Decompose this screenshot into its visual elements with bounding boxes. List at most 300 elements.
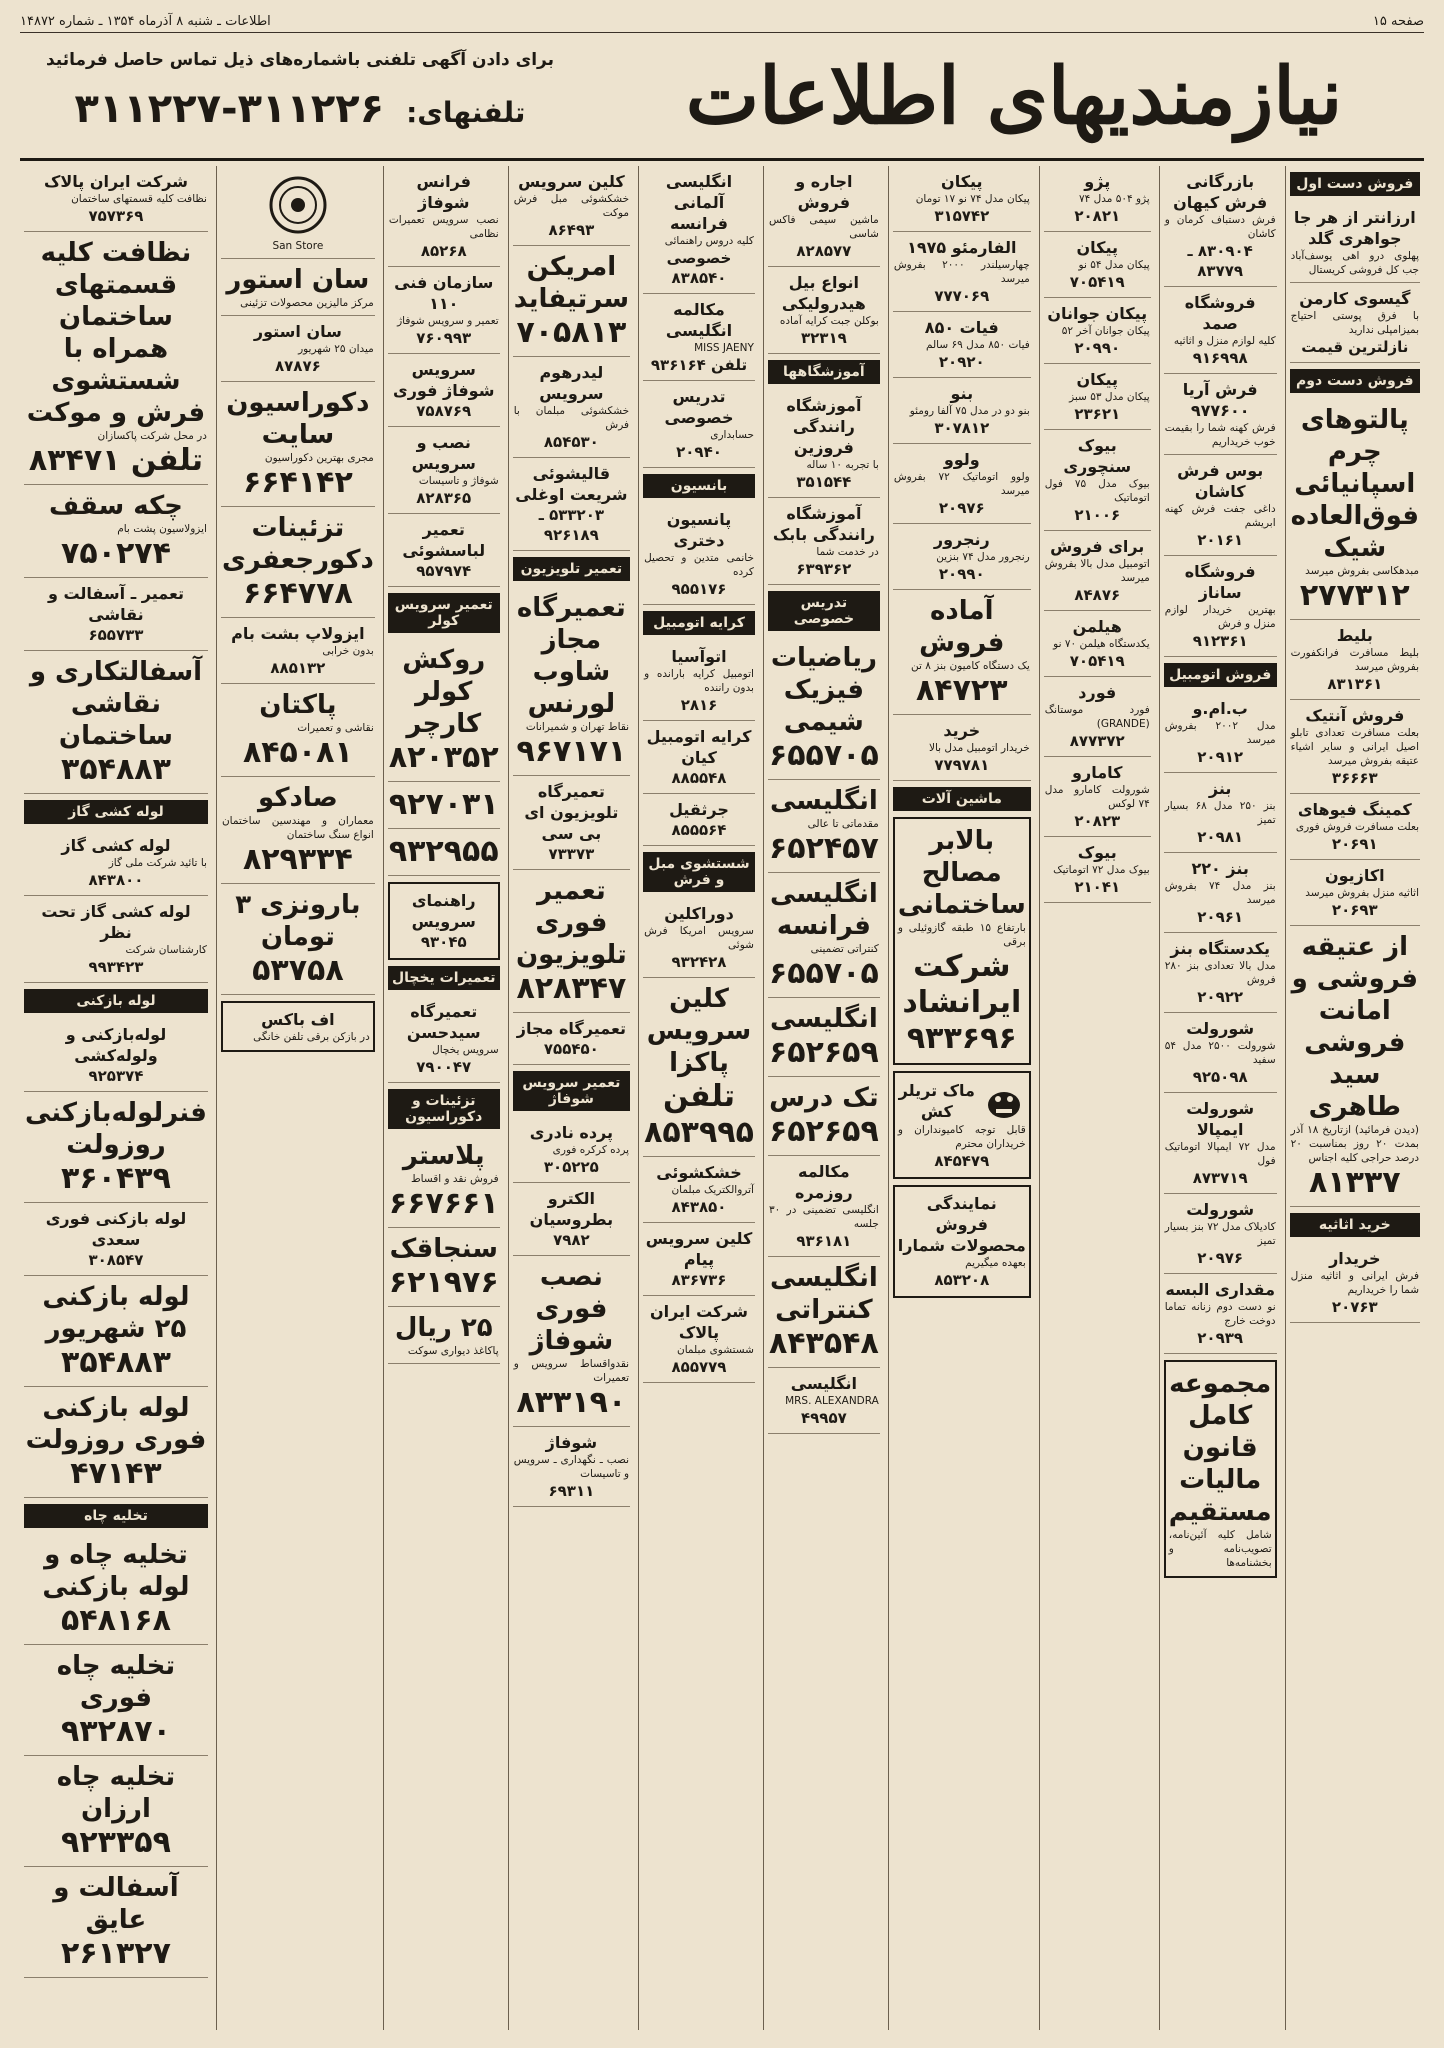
classified-ad <box>221 507 375 618</box>
classified-ad <box>221 382 375 507</box>
ad-title: مکالمه انگلیسی <box>665 300 733 340</box>
ad-phone: ۳۵۱۵۴۴ <box>796 473 852 491</box>
ad-phone: ۸۴۸۷۶ <box>1074 586 1121 604</box>
classified-ad <box>24 896 208 983</box>
ad-text: کلیه دروس راهنمائی <box>664 235 754 247</box>
classified-ad <box>893 378 1031 444</box>
ad-phone: ۲۰۸۲۱ <box>1074 207 1121 225</box>
ad-title: تعمیر ـ آسفالت و نقاشی <box>47 584 184 624</box>
ad-text: مبدهکاسی بفروش میرسد <box>1305 565 1419 577</box>
classified-column <box>383 166 504 2030</box>
ad-phone: ۲۰۱۶۱ <box>1197 531 1244 549</box>
ad-title: تعمیرگاه سیدحسن <box>406 1002 481 1042</box>
ad-phone: ۲۳۶۲۱ <box>1074 405 1121 423</box>
ad-title: آسفالتکاری و نقاشی ساختمان <box>29 657 203 751</box>
ad-title: انگلیسی <box>790 1374 858 1393</box>
ad-title: فنرلوله‌بازکنی روزولت <box>25 1098 207 1160</box>
phones-label: تلفنهای: <box>406 96 526 129</box>
ad-phone: خصوصی ۸۳۸۵۴۰ <box>666 249 732 287</box>
ad-text: بعلت مسافرت فروش فوری <box>1295 821 1419 833</box>
ad-title: رنجرور <box>933 530 990 549</box>
ad-title: مکالمه روزمره <box>795 1162 853 1202</box>
classified-ad <box>513 357 630 458</box>
ad-phone: ۲۰۹۱۲ <box>1197 748 1244 766</box>
ad-text: یک دستگاه کامیون بنز ۸ تن <box>911 660 1030 672</box>
ad-title: شرکت ایران پالاک <box>43 172 188 191</box>
classified-ad <box>24 232 208 485</box>
ad-text: خریدار اتومبیل مدل بالا <box>928 742 1030 754</box>
ad-phone: ۸۴۵۰۸۱ <box>242 735 353 770</box>
ad-title: صادکو <box>258 783 338 813</box>
classified-ad <box>1164 933 1277 1013</box>
ad-text: با فرق پوستی احتیاج بمیزامپلی ندارید <box>1290 310 1419 336</box>
classified-ad <box>513 458 630 551</box>
classified-ad <box>221 777 375 884</box>
classified-ad <box>1164 1194 1277 1274</box>
ad-title: پانسیون دختری <box>666 510 732 550</box>
ad-phone: ۳۵۴۸۸۳ <box>61 1345 171 1380</box>
section-header: لوله بازکنی <box>24 989 208 1013</box>
ad-text: پاکاغذ دیواری سوکت <box>407 1345 499 1357</box>
ad-phone: ۲۰۹۴۰ <box>676 443 722 461</box>
newspaper-section-title: نیازمندیهای اطلاعات <box>685 51 1343 142</box>
ad-text: فرش دستباف کرمان و کاشان <box>1164 214 1276 240</box>
ad-text: میدان ۲۵ شهریور <box>298 343 374 355</box>
ad-text: نصب سرویس تعمیرات نظامی <box>388 214 499 240</box>
classified-ad <box>1044 611 1151 677</box>
ad-phone: ۹۳۲۴۲۸ <box>671 953 727 971</box>
classified-column <box>763 166 884 2030</box>
ad-phone: ۸۴۳۵۴۸ <box>768 1326 879 1361</box>
ad-title: سازمان فنی ۱۱۰ <box>394 273 494 313</box>
classified-ad <box>768 998 880 1077</box>
ad-title: لوله‌بازکنی و ولوله‌کشی <box>65 1025 167 1065</box>
ad-title: لوله بازکنی فوری روزولت <box>25 1393 207 1455</box>
classified-ad <box>24 166 208 232</box>
ad-text: مرکز مالیزین محصولات تزئینی <box>240 297 374 309</box>
classified-ad <box>24 1534 208 1645</box>
ad-phone: ۲۸۱۶ <box>680 696 718 714</box>
ad-phone: ۸۲۸۵۷۷ <box>796 242 852 260</box>
classified-ad <box>768 1077 880 1156</box>
ad-title: سنجاقک <box>389 1234 498 1264</box>
tax-law-book-ad <box>1164 1360 1277 1578</box>
ad-text: خانمی متدین و تحصیل کرده <box>644 552 754 578</box>
classified-ad <box>768 1156 880 1257</box>
classified-ad <box>1290 794 1420 860</box>
ad-phone: ۹۵۵۱۷۶ <box>671 580 727 598</box>
ad-phone: ۷۰۵۸۱۳ <box>516 315 627 350</box>
ad-text: اتومبیل کرایه بارانده و بدون راننده <box>644 668 754 694</box>
ad-title: ب.ام.و <box>1192 699 1248 718</box>
ad-phone: تلفن ۸۵۳۹۹۵ <box>644 1079 754 1150</box>
classified-ad <box>221 884 375 995</box>
classified-ad <box>643 504 755 605</box>
ad-phone: ۲۰۷۶۳ <box>1331 1298 1378 1316</box>
classified-ad <box>893 590 1031 715</box>
ad-title: سان استور <box>226 265 370 295</box>
ad-phone: ۹۲۳۳۵۹ <box>61 1825 171 1860</box>
ad-phone: ۶۵۵۷۰۵ <box>768 956 879 991</box>
ad-text: نقاط تهران و شمیرانات <box>525 721 630 733</box>
ad-title: تعمیر فوری تلویزیون <box>515 876 627 970</box>
ad-phone: ۹۳۲۸۷۰ <box>61 1714 171 1749</box>
ad-text: بلیط مسافرت فرانکفورت بفروش میرسد <box>1290 647 1419 673</box>
ad-title: تخلیه چاه و لوله بازکنی <box>42 1540 190 1602</box>
ad-phone: ۷۹۸۲ <box>553 1231 590 1249</box>
classified-ad <box>1164 853 1277 933</box>
ad-text: بعلت مسافرت تعدادی تابلو اصیل ایرانی و سایر اشیاء عتیقه بفروش میرسد <box>1290 727 1419 767</box>
ad-phone: ۶۶۷۶۶۱ <box>388 1186 499 1221</box>
classified-ad <box>513 1256 630 1427</box>
classified-ad <box>1044 677 1151 757</box>
classified-ad <box>513 776 630 870</box>
ad-title: انگلیسی فرانسه <box>769 879 878 941</box>
ad-text: بنز مدل ۷۴ بفروش میرسد <box>1164 880 1276 906</box>
ad-title: آموزشگاه رانندگی فروزین <box>786 396 862 457</box>
ad-title: نمایندگی فروش محصولات شمارا <box>897 1194 1026 1255</box>
ad-phone: ۸۲۹۳۳۴ <box>242 842 353 877</box>
ad-text: مدل ۷۲ ایمپالا اتوماتیک فول <box>1164 1141 1276 1167</box>
ad-title: لوله بازکنی ۲۵ شهریور <box>42 1282 190 1344</box>
classified-columns <box>20 166 1424 2030</box>
ad-text: در محل شرکت پاکسازان <box>97 430 207 442</box>
ad-title: فورد <box>1078 683 1117 702</box>
ad-title: دوراکلین <box>664 904 734 923</box>
classified-ad <box>893 524 1031 590</box>
ad-phone: ۹۲۷۰۳۱ <box>388 787 499 822</box>
classified-ad <box>24 485 208 578</box>
ad-title: شرکت ایران پالاک <box>649 1302 749 1342</box>
ad-text: پیکان مدل ۵۳ سبز <box>1069 391 1150 403</box>
ad-title: بنو <box>950 384 974 403</box>
ad-text: آتروالکتریک مبلمان <box>671 1184 754 1196</box>
ad-text: پرده کرکره فوری <box>552 1144 630 1156</box>
section-header: لوله کشی گاز <box>24 800 208 824</box>
classified-ad <box>388 354 500 427</box>
ad-text: نو دست دوم زنانه تماما دوخت خارج <box>1164 1301 1276 1327</box>
ad-title: ۲۵ ریال <box>394 1313 493 1343</box>
ad-title: آسفالت و عایق <box>53 1873 179 1935</box>
ad-title: تعمیرگاه مجاز <box>516 1019 626 1038</box>
ad-text: کارشناسان شرکت <box>125 944 207 956</box>
ad-text: پیکان مدل ۵۴ نو <box>1078 259 1150 271</box>
classified-ad <box>388 639 500 782</box>
ad-text: فرش ایرانی و اثاثیه منزل شما را خریداریم <box>1290 1270 1419 1296</box>
ad-text: بنز ۲۵۰ مدل ۶۸ بسیار تمیز <box>1164 800 1276 826</box>
ad-title: کلین سرویس پیام <box>645 1229 753 1269</box>
ad-title: پیکان <box>1076 370 1118 389</box>
ad-phone: ۸۴۳۸۰۰ <box>88 871 144 889</box>
san-store-logo-icon <box>268 175 328 235</box>
ad-text: انگلیسی تضمینی در ۳۰ جلسه <box>768 1204 879 1230</box>
ad-phone: ۶۹۳۱۱ <box>548 1482 595 1500</box>
classified-ad <box>513 1183 630 1256</box>
ad-phone: ۵۴۸۱۶۸ <box>61 1603 171 1638</box>
ad-title: پرده نادری <box>529 1123 614 1142</box>
classified-ad <box>1164 556 1277 657</box>
ad-text: خشکشوئی مبل فرش موکت <box>513 193 630 219</box>
classified-ad <box>1290 926 1420 1207</box>
ad-phone: ۲۰۸۲۳ <box>1074 812 1121 830</box>
ad-title: انگلیسی آلمانی فرانسه <box>665 172 733 233</box>
ad-phone: ۷۷۷۰۶۹ <box>934 287 990 305</box>
contact-note: برای دادن آگهی تلفنی باشماره‌های ذیل تماس حاصل فرمائید <box>45 50 555 70</box>
ad-title: از عتیقه فروشی و امانت فروشی سید طاهری <box>1291 932 1419 1122</box>
ad-title: گیسوی کارمن <box>1299 289 1411 308</box>
page-number: صفحه ۱۵ <box>1372 13 1424 29</box>
ad-text: بهترین خریدار لوازم منزل و فرش <box>1164 604 1276 630</box>
ad-title: کلین سرویس <box>518 172 625 191</box>
ad-text: مدل بالا تعدادی بنز ۲۸۰ فروش <box>1164 960 1276 986</box>
ad-phone: ۸۷۸۷۶ <box>274 357 321 375</box>
ad-title: تزئینات دکورجعفری <box>221 513 374 575</box>
ad-title: ریاضیات فیزیک شیمی <box>770 643 877 737</box>
ad-text: MISS JAENY <box>694 342 754 354</box>
classified-column <box>888 166 1035 2030</box>
ad-phone: ۸۲۰۳۵۲ <box>388 740 499 775</box>
ad-text: با تائید شرکت ملی گاز <box>108 857 207 869</box>
classified-ad <box>513 246 630 357</box>
classified-ad <box>513 1013 630 1065</box>
ad-title: روکش کولر کارچر <box>402 645 486 739</box>
classified-ad <box>768 1257 880 1368</box>
ad-text: (دیدن فرمائید) ازتاریخ ۱۸ آذر بمدت ۲۰ روز بمناسبت ۲۰ درصد حراجی کلیه اجناس <box>1290 1124 1419 1164</box>
ad-phone: نازلترین قیمت <box>1301 338 1409 356</box>
classified-ad <box>388 1135 500 1228</box>
ad-text: ایزولاسیون پشت بام <box>117 523 207 535</box>
section-header: تعمیر سرویس کولر <box>388 593 500 633</box>
ad-text: بیوک مدل ۷۲ اتوماتیک <box>1053 864 1150 876</box>
ad-title: ولوو <box>943 450 980 469</box>
classified-ad <box>768 498 880 585</box>
ad-phone: ۸۷۳۷۱۹ <box>1192 1169 1248 1187</box>
classified-ad <box>221 316 375 382</box>
ad-text: فورد موستانگ (GRANDE) <box>1044 704 1150 730</box>
ad-text: MRS. ALEXANDRA <box>785 1395 879 1407</box>
classified-column <box>1039 166 1155 2030</box>
ad-phone: ۷۵۰۲۷۴ <box>61 536 171 571</box>
ad-text: ولوو اتوماتیک ۷۲ بفروش میرسد <box>893 471 1030 497</box>
ad-phone: ۴۷۱۴۳ <box>70 1456 162 1491</box>
classified-ad <box>768 267 880 354</box>
ad-phone: ۳۵۴۸۸۳ <box>61 752 171 787</box>
ad-phone: ۸۳۳۱۹۰ <box>516 1385 627 1420</box>
ad-phone: ۲۷۷۳۱۲ <box>1299 578 1410 613</box>
ad-text: بدون خرابی <box>322 645 374 657</box>
ad-phone: ۸۸۵۱۳۲ <box>270 659 326 677</box>
ad-phone: ۵۳۷۵۸ <box>252 953 344 988</box>
section-header: کرایه اتومبیل <box>643 611 755 635</box>
ad-phone: ۸۳۰۹۰۴ ـ ۸۳۷۷۹ <box>1187 242 1253 280</box>
ad-phone: ۸۱۳۳۷ <box>1309 1165 1401 1200</box>
ad-title: انواع بیل هیدرولیکی <box>781 273 866 313</box>
ad-title: نصب فوری شوفاژ <box>529 1262 614 1356</box>
ad-title: تخلیه چاه ارزان <box>56 1762 176 1824</box>
ad-text: پیکان مدل ۷۴ نو ۱۷ تومان <box>915 193 1030 205</box>
ad-phone: ۶۵۵۷۰۵ <box>768 738 879 773</box>
ad-title: بارونزی ۳ تومان <box>235 890 361 952</box>
ad-text: پهلوی درو اهی یوسف‌آباد جب کل فروشی کریستال <box>1290 250 1419 276</box>
ad-text: کادیلاک مدل ۷۲ بنز بسیار تمیز <box>1164 1221 1276 1247</box>
ad-text: یکدستگاه هیلمن ۷۰ نو <box>1053 638 1150 650</box>
ad-title: بوس فرش کاشان <box>1177 461 1264 501</box>
classified-ad <box>221 259 375 316</box>
ad-phone: ۶۵۲۶۵۹ <box>768 1114 879 1149</box>
phones-number: ۳۱۱۲۲۶-۳۱۱۲۲۷ <box>74 86 385 132</box>
ad-title: تک درس <box>769 1083 879 1113</box>
ad-title: تعمیرگاه تلویزیون ای بی سی <box>524 782 619 843</box>
ad-text: سرویس امریکا فرش شوئی <box>644 925 754 951</box>
ad-text: حسابداری <box>710 429 754 441</box>
ad-title: اف باکس <box>261 1010 335 1029</box>
ad-title: بیوک سنچوری <box>1063 436 1132 476</box>
classified-ad <box>893 444 1031 524</box>
ad-text: فروش نقد و اقساط <box>410 1173 499 1185</box>
classified-ad <box>893 715 1031 781</box>
ad-phone: ۶۶۴۷۷۸ <box>242 576 353 611</box>
ad-title: فروش آنتیک <box>1305 706 1405 725</box>
section-header: فروش دست اول <box>1290 172 1420 196</box>
ad-phone: ۷۷۹۷۸۱ <box>934 756 990 774</box>
ad-text: فرش کهنه شما را بقیمت خوب خریداریم <box>1164 422 1276 448</box>
ad-phone: ۹۲۵۰۹۸ <box>1192 1068 1248 1086</box>
classified-ad <box>513 1117 630 1183</box>
classified-ad <box>768 166 880 267</box>
ad-title: تخلیه چاه فوری <box>56 1651 176 1713</box>
ad-phone: ۲۰۹۹۰ <box>938 565 985 583</box>
ad-phone: ۲۱۰۰۶ <box>1074 506 1121 524</box>
ad-phone: ۸۸۵۵۴۸ <box>671 769 727 787</box>
classified-ad <box>1290 620 1420 700</box>
classified-ad <box>893 817 1031 1065</box>
contact-box <box>20 46 580 154</box>
ad-title: بیوک <box>1077 843 1117 862</box>
ad-text: مدل ۲۰۰۲ بفروش میرسد <box>1164 720 1276 746</box>
ad-text: در خدمت شما <box>816 546 879 558</box>
section-header: تخلیه چاه <box>24 1504 208 1528</box>
ad-title: شوفاژ <box>545 1433 598 1452</box>
ad-text: شورولت ۲۵۰۰ مدل ۵۴ سفید <box>1164 1040 1276 1066</box>
classified-ad <box>1044 232 1151 298</box>
ad-phone: ۲۰۶۹۳ <box>1331 901 1378 919</box>
ad-text: بوکلن جبت کرایه آماده <box>779 315 879 327</box>
ad-text: شوفاژ و تاسیسات <box>418 475 499 487</box>
classified-ad <box>643 381 755 468</box>
classified-ad <box>388 427 500 514</box>
ad-phone: ۶۵۲۴۵۷ <box>768 831 879 866</box>
ad-title: فرانس شوفاژ <box>416 172 472 212</box>
ad-title: ماک تریلر کش <box>898 1081 975 1121</box>
ad-phone: ۲۰۹۷۶ <box>938 499 985 517</box>
ad-phone: ۳۲۳۱۹ <box>800 329 847 347</box>
ad-phone: ۶۶۴۱۴۲ <box>242 465 353 500</box>
classified-ad <box>388 267 500 354</box>
ad-title: امریکن سرتیفاید <box>513 252 630 314</box>
ad-phone: ۴۹۹۵۷ <box>800 1409 847 1427</box>
ad-phone: ۲۰۹۲۰ <box>938 353 985 371</box>
ad-phone: شرکت ایرانشاد ۹۳۳۶۹۶ <box>902 949 1022 1056</box>
ad-text: بعهده میگیریم <box>965 1257 1026 1269</box>
section-header: تعمیر تلویزیون <box>513 557 630 581</box>
ad-phone: ۸۴۷۲۳ <box>916 673 1008 708</box>
ad-title: سان استور <box>253 322 342 341</box>
section-header: شستشوی مبل و فرش <box>643 852 755 892</box>
ad-title: پیکان <box>1076 238 1118 257</box>
section-header: تعمیر سرویس شوفاژ <box>513 1071 630 1111</box>
ad-phone: ۹۱۲۳۶۱ <box>1192 632 1248 650</box>
classified-ad <box>1164 773 1277 853</box>
classified-ad <box>643 898 755 978</box>
classified-column <box>508 166 634 2030</box>
ad-title: نصب و سرویس <box>411 433 476 473</box>
section-header: خرید اثاثیه <box>1290 1213 1420 1237</box>
ad-phone: ۳۰۵۲۲۵ <box>543 1158 599 1176</box>
ad-title: ایزولاپ بشت بام <box>231 624 365 643</box>
ad-phone: ۳۶۶۶۳ <box>1331 769 1378 787</box>
classified-ad <box>643 1223 755 1296</box>
ad-phone: ۲۰۹۹۰ <box>1074 339 1121 357</box>
classified-ad <box>1164 166 1277 287</box>
ad-text: فیات ۸۵۰ مدل ۶۹ سالم <box>925 339 1030 351</box>
ad-title: راهنمای سرویس <box>411 891 476 931</box>
ad-title: بلیط <box>1336 626 1373 645</box>
ad-phone: ۷۶۰۹۹۳ <box>416 329 472 347</box>
classified-ad <box>768 780 880 873</box>
ad-phone: ۲۰۹۷۶ <box>1197 1249 1244 1267</box>
ad-title: خرید <box>943 721 981 740</box>
ad-phone: ۸۳۶۷۳۶ <box>671 1271 727 1289</box>
ad-phone: ۷۵۵۴۵۰ <box>543 1040 599 1058</box>
classified-ad <box>1164 1274 1277 1354</box>
ad-phone: ۹۶۷۱۷۱ <box>516 734 627 769</box>
classified-ad <box>388 829 500 876</box>
ad-phone: ۸۶۴۹۳ <box>548 221 595 239</box>
logo-label: San Store <box>272 240 324 252</box>
classified-ad <box>221 1001 375 1052</box>
classified-ad <box>1164 287 1277 374</box>
ad-phone: ۷۹۰۰۴۷ <box>416 1058 472 1076</box>
classified-ad <box>1044 757 1151 837</box>
classified-ad <box>643 794 755 846</box>
ad-title: لیدرهوم سرویس <box>539 363 604 403</box>
classified-ad <box>1164 1013 1277 1093</box>
ad-phone: ۵۳۳۲۰۳ ـ ۹۲۶۱۸۹ <box>538 506 605 544</box>
ad-phone: ۶۲۱۹۷۶ <box>388 1265 499 1300</box>
ad-title: شورولت <box>1186 1019 1255 1038</box>
classified-column <box>638 166 759 2030</box>
ad-phone: ۳۱۵۷۴۲ <box>934 207 990 225</box>
classified-column <box>20 166 212 2030</box>
ad-phone: ۷۰۵۴۱۹ <box>1069 273 1125 291</box>
classified-ad <box>1164 693 1277 773</box>
section-header: فروش اتومبیل <box>1164 663 1277 687</box>
classified-ad <box>388 166 500 267</box>
ad-phone: ۹۳۶۱۸۱ <box>796 1232 852 1250</box>
classified-ad <box>513 870 630 1013</box>
classified-ad <box>643 166 755 294</box>
ad-phone: ۸۴۵۴۷۹ <box>934 1152 990 1170</box>
ad-text: با تجربه ۱۰ ساله <box>806 459 879 471</box>
ad-title: هیلمن <box>1072 617 1122 636</box>
ad-title: شورولت <box>1186 1200 1255 1219</box>
ad-title: دکوراسیون سایت <box>226 388 370 450</box>
ad-title: پیکان <box>941 172 983 191</box>
classified-ad <box>24 1867 208 1978</box>
ad-text: بنو دو در مدل ۷۵ آلفا رومئو <box>909 405 1030 417</box>
classified-ad <box>513 166 630 246</box>
classified-ad <box>1044 298 1151 364</box>
